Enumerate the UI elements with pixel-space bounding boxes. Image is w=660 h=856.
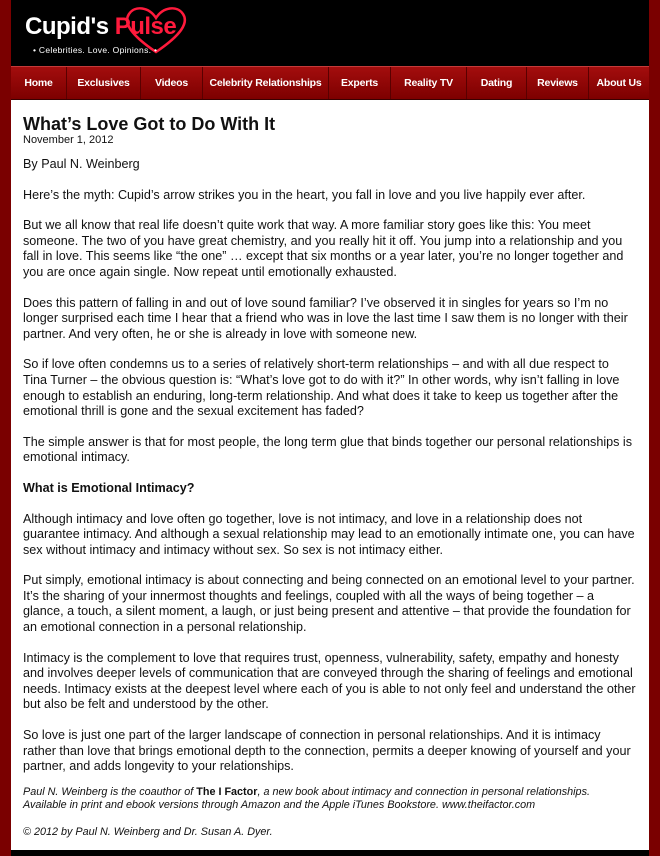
logo-name-a: Cupid's [25, 13, 109, 40]
article-paragraph: So love is just one part of the larger landscape of connection in personal relationships. And it is intimacy rather than love that brings emotional depth to the connection, permits a deeper knowing of yourself and your partner, and adds longevity to your relationships. [23, 728, 631, 774]
article-paragraph: Does this pattern of falling in and out of love sound familiar? I’ve observed it in singles for years so I’m no longer surprised each time I hear that a friend who was in love the last time I saw them is no longer with their partner. And very often, he or she is already in love with someone new. [23, 295, 628, 341]
article-paragraph: But we all know that real life doesn’t quite work that way. A more familiar story goes like this: You meet someone. The two of you have great chemistry, and you really hit it off. You jump into a relationship and you fall in love. This seems like “the one” … except that six months or a year later, you’re no longer together and you are once again single. Now repeat until emotionally exhausted. [23, 218, 624, 279]
nav-item-experts[interactable]: Experts [329, 67, 391, 99]
nav-item-exclusives[interactable]: Exclusives [67, 67, 141, 99]
article-paragraph: The simple answer is that for most people, the long term glue that binds together our personal relationships is emotional intimacy. [23, 434, 633, 465]
article-paragraph: Put simply, emotional intimacy is about connecting and being connected on an emotional level to your partner. It’s the sharing of your innermost thoughts and feelings, coupled with all the ways of being together – a glance, a touch, a silent moment, a laugh, or just being present and attentive – that provide the foundation for an emotional connection in a personal relationship. [23, 573, 635, 635]
main-nav [11, 66, 649, 100]
bio-text-start: Paul N. Weinberg is the coauthor of [23, 785, 197, 798]
nav-item-home[interactable]: Home [11, 67, 67, 99]
logo-name-b: Pulse [114, 13, 177, 40]
nav-item-about-us[interactable]: About Us [596, 77, 642, 89]
article-byline: By Paul N. Weinberg [23, 157, 140, 171]
article-title: What’s Love Got to Do With It [23, 114, 276, 134]
bio-book-title: The I Factor [196, 785, 258, 798]
nav-item-reality-tv[interactable]: Reality TV [391, 67, 467, 99]
article-paragraph: Although intimacy and love often go together, love is not intimacy, and love in a relationship does not guarantee intimacy. And although a sexual relationship may lead to an emotionally intimate one, you can have sex without intimacy and intimacy without sex. So sex is not intimacy either. [23, 511, 635, 557]
article-date: November 1, 2012 [23, 134, 114, 146]
nav-item-dating[interactable]: Dating [467, 67, 527, 99]
site-header [11, 0, 649, 66]
article-content [11, 100, 649, 850]
author-bio [23, 786, 636, 813]
site-logo[interactable] [25, 5, 195, 61]
logo-wordmark [25, 13, 176, 41]
article-paragraph: So if love often condemns us to a series of relatively short-term relationships – and with all due respect to Tina Turner – the obvious question is: “What’s love got to do with it?” In other words, why isn’t falling in love enough to establish an enduring, long-term relationship. And what does it take to keep us together after the emotional thrill is gone and the sexual excitement has faded? [23, 357, 620, 419]
nav-item-videos[interactable]: Videos [141, 67, 203, 99]
article-subheading: What is Emotional Intimacy? [23, 480, 195, 495]
nav-item-celebrity-relationships[interactable]: Celebrity Relationships [203, 67, 329, 99]
logo-tagline: • Celebrities. Love. Opinions. • [33, 45, 158, 55]
copyright-notice: © 2012 by Paul N. Weinberg and Dr. Susan A. Dyer. [23, 825, 273, 838]
article-paragraph: Here’s the myth: Cupid’s arrow strikes you in the heart, you fall in love and you live happily ever after. [23, 187, 586, 202]
article-paragraph: Intimacy is the complement to love that requires trust, openness, vulnerability, safety, empathy and honesty and involves deeper levels of communication that are conveyed through the sharing of feelings and emotional needs. Intimacy exists at the deepest level where each of you is able to not only feel and understand the other but also be felt and understood by the other. [23, 650, 636, 712]
bio-text-end: , a new book about intimacy and connection in personal relationships. Available in print and ebook versions through Amazon and the Apple iTunes Bookstore. www.theifactor.com [23, 785, 590, 812]
nav-item-reviews[interactable]: Reviews [527, 67, 589, 99]
